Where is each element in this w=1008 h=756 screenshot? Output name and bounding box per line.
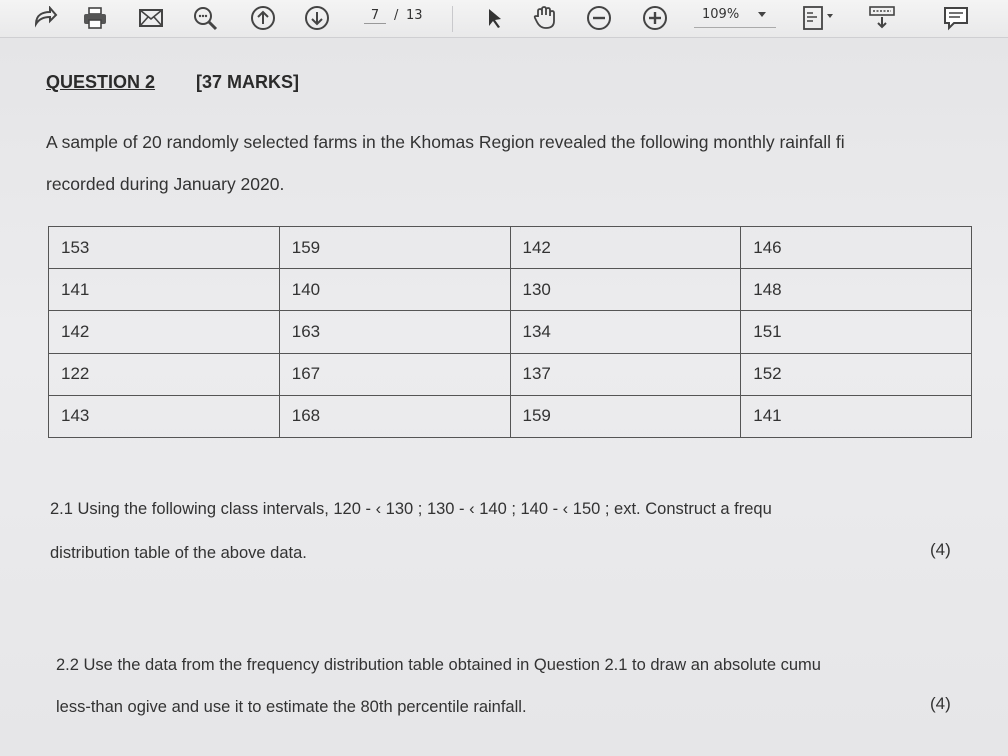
table-cell: 159: [279, 227, 510, 269]
question-2-1-line-1: 2.1 Using the following class intervals, 120 - ‹ 130 ; 130 - ‹ 140 ; 140 - ‹ 150 ; ext. Construct a frequ: [50, 500, 772, 518]
toolbar-divider: [452, 6, 453, 32]
zoom-value: 109%: [702, 7, 740, 22]
table-cell: 153: [49, 227, 280, 269]
rainfall-table: [48, 226, 972, 438]
page-number-input[interactable]: 7: [364, 8, 386, 24]
select-cursor-icon[interactable]: [480, 4, 508, 32]
table-cell: 130: [510, 269, 741, 311]
table-cell: 151: [741, 311, 972, 353]
table-cell: 148: [741, 269, 972, 311]
question-2-1-line-2: distribution table of the above data.: [50, 544, 307, 562]
zoom-in-icon[interactable]: [640, 4, 670, 32]
table-cell: 146: [741, 227, 972, 269]
page-separator: /: [394, 8, 399, 23]
table-row: [49, 311, 972, 353]
table-cell: 142: [49, 311, 280, 353]
zoom-dropdown[interactable]: [694, 2, 776, 28]
table-cell: 142: [510, 227, 741, 269]
question-2-2-line-1: 2.2 Use the data from the frequency distribution table obtained in Question 2.1 to draw an absolute cumu: [56, 656, 821, 674]
intro-line-2: recorded during January 2020.: [46, 174, 285, 194]
table-cell: 141: [49, 269, 280, 311]
question-title: QUESTION 2: [46, 72, 156, 92]
table-row: [49, 353, 972, 395]
fit-page-icon[interactable]: [800, 4, 836, 32]
table-cell: 168: [279, 395, 510, 437]
table-cell: 152: [741, 353, 972, 395]
zoom-marquee-icon[interactable]: [190, 4, 220, 32]
question-marks: [37 MARKS]: [196, 72, 300, 92]
table-cell: 141: [741, 395, 972, 437]
keyboard-icon[interactable]: [866, 4, 898, 32]
table-row: [49, 269, 972, 311]
table-cell: 122: [49, 353, 280, 395]
document-page: [0, 38, 1008, 756]
table-cell: 140: [279, 269, 510, 311]
mail-icon[interactable]: [136, 4, 166, 32]
table-cell: 137: [510, 353, 741, 395]
table-cell: 167: [279, 353, 510, 395]
rainfall-table-body: [49, 227, 972, 438]
hand-tool-icon[interactable]: [530, 4, 562, 32]
comment-icon[interactable]: [940, 4, 972, 32]
zoom-out-icon[interactable]: [584, 4, 614, 32]
share-icon[interactable]: [30, 4, 60, 32]
next-page-icon[interactable]: [302, 4, 332, 32]
question-2-2-marks: (4): [930, 694, 951, 713]
chevron-down-icon: [758, 12, 766, 17]
table-row: [49, 227, 972, 269]
table-row: [49, 395, 972, 437]
print-icon[interactable]: [80, 4, 110, 32]
question-2-1-marks: (4): [930, 540, 951, 559]
intro-line-1: A sample of 20 randomly selected farms in the Khomas Region revealed the following monthly rainfall fi: [46, 132, 845, 152]
table-cell: 163: [279, 311, 510, 353]
question-2-2-line-2: less-than ogive and use it to estimate the 80th percentile rainfall.: [56, 698, 527, 716]
table-cell: 159: [510, 395, 741, 437]
toolbar: [0, 0, 1008, 38]
table-cell: 134: [510, 311, 741, 353]
table-cell: 143: [49, 395, 280, 437]
page-navigator: [356, 2, 446, 32]
previous-page-icon[interactable]: [248, 4, 278, 32]
page-total: 13: [406, 8, 423, 23]
